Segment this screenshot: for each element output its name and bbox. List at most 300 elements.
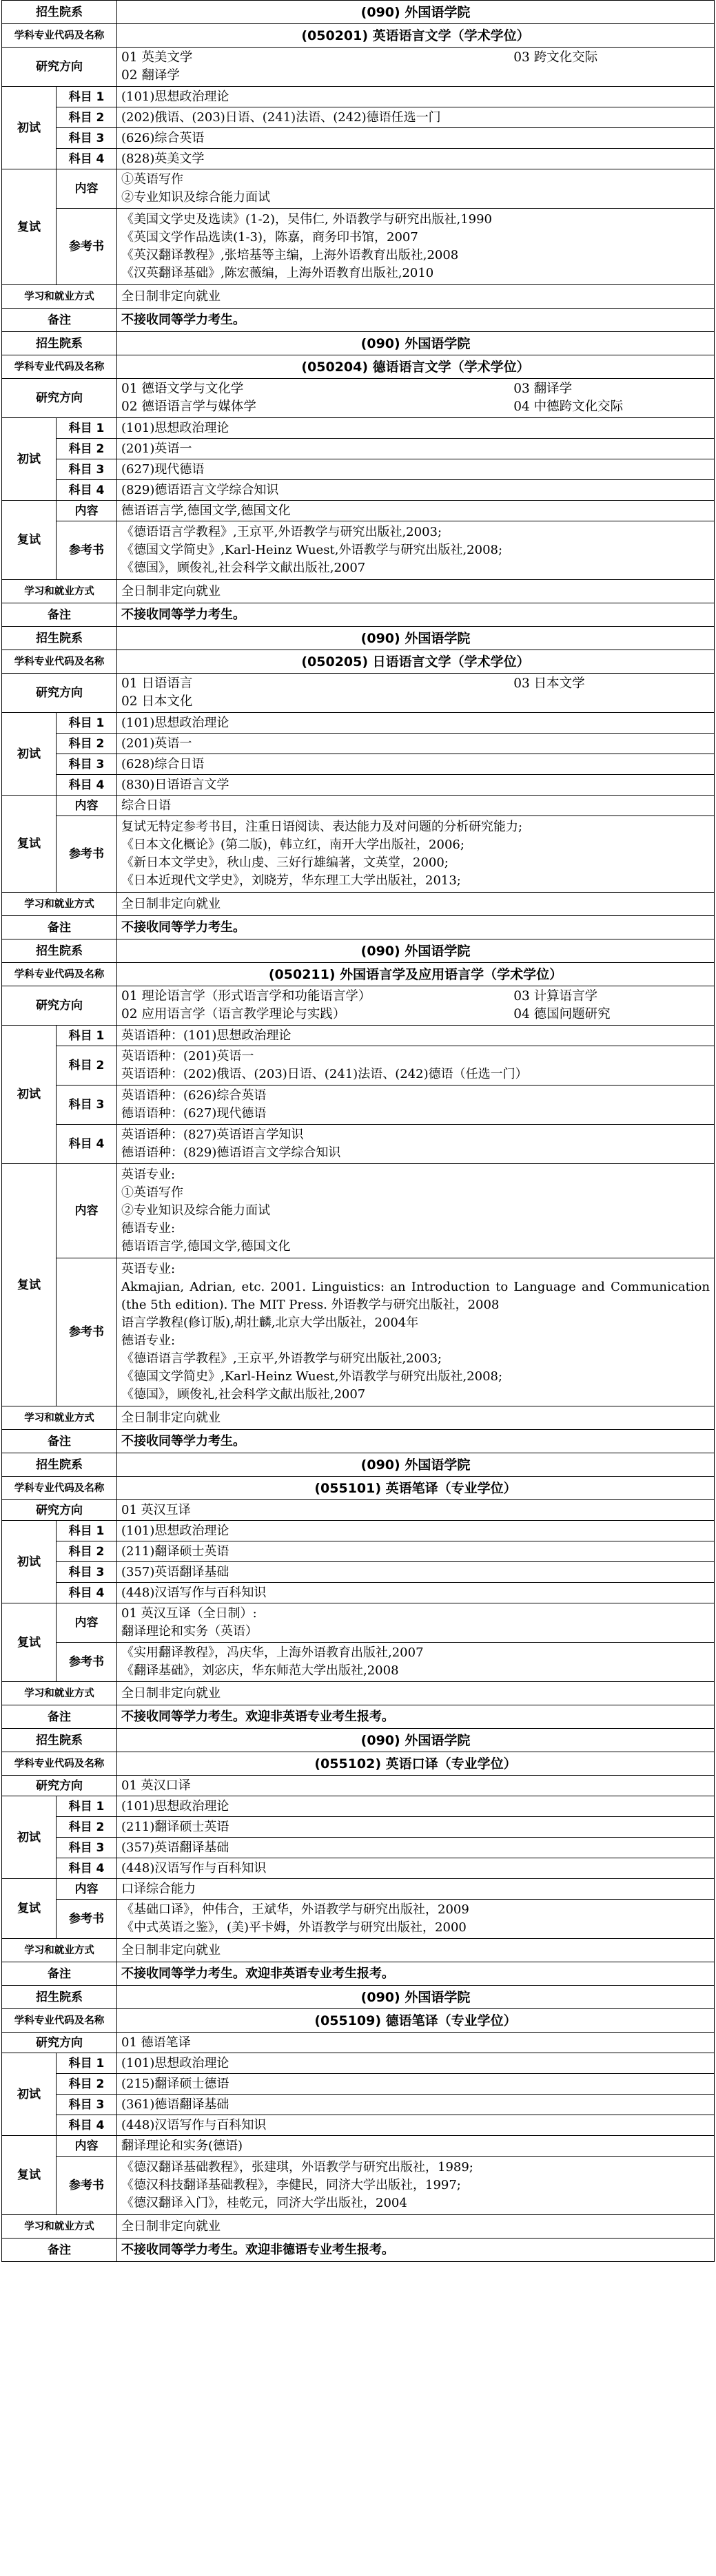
reference-line: 《新日本文学史》，秋山虔、三好行雄编著，文英堂，2000; (121, 855, 449, 870)
school-row (2, 1986, 715, 2009)
school-row (2, 1453, 715, 1477)
study-mode-label: 学习和就业方式 (2, 580, 117, 603)
direction-item: 01 德语文学与文化学 (121, 382, 244, 396)
subject-row (2, 734, 715, 754)
content-line: 德语语言学,德国文学,德国文化 (121, 503, 291, 518)
direction-item: 02 应用语言学（语言教学理论与实践） (121, 1007, 346, 1021)
direction-item: 04 中德跨文化交际 (513, 399, 624, 414)
retest-references-row (2, 1258, 715, 1406)
subject2-label: 科目 2 (57, 1046, 117, 1086)
subject-line: 德语语种：(627)现代德语 (121, 1106, 267, 1121)
direction-list (117, 48, 715, 87)
school-row (2, 1, 715, 24)
retest-content-row (2, 1603, 715, 1643)
study-mode-value: 全日制非定向就业 (117, 1406, 715, 1430)
direction-item: 03 计算语言学 (513, 989, 598, 1004)
subject4-label: 科目 4 (57, 775, 117, 796)
reference-line: 《实用翻译教程》，冯庆华，上海外语教育出版社,2007 (121, 1645, 424, 1660)
subject4-label: 科目 4 (57, 1125, 117, 1164)
subject1-value: (101)思想政治理论 (117, 713, 715, 734)
reference-line: 《德汉翻译入门》，桂乾元，同济大学出版社，2004 (121, 2196, 407, 2210)
subject2-label: 科目 2 (57, 734, 117, 754)
content-label: 内容 (57, 1603, 117, 1643)
content-label: 内容 (57, 1879, 117, 1900)
school-label: 招生院系 (2, 1729, 117, 1752)
initial-exam-label: 初试 (2, 2053, 57, 2136)
reference-line: 《汉英翻译基础》,陈宏薇编，上海外语教育出版社,2010 (121, 266, 434, 280)
subject2-label: 科目 2 (57, 2074, 117, 2095)
direction-list (117, 674, 715, 713)
reference-line: 德语专业: (121, 1333, 176, 1348)
major-title: (055102) 英语口译（专业学位） (117, 1752, 715, 1776)
subject1-label: 科目 1 (57, 1796, 117, 1817)
major-title: (050205) 日语语言文学（学术学位） (117, 650, 715, 674)
direction-row (2, 1500, 715, 1521)
reference-line: 《德国》，顾俊礼,社会科学文献出版社,2007 (121, 561, 366, 575)
remarks-value: 不接收同等学力考生。 (117, 1430, 715, 1453)
remarks-label: 备注 (2, 309, 117, 332)
subject4-value: (448)汉语写作与百科知识 (117, 2115, 715, 2136)
study-mode-value: 全日制非定向就业 (117, 893, 715, 916)
major-title: (050204) 德语语言文学（学术学位） (117, 355, 715, 379)
retest-content-row (2, 1879, 715, 1900)
school-label: 招生院系 (2, 1986, 117, 2009)
subject3-value: (361)德语翻译基础 (117, 2095, 715, 2115)
subject4-label: 科目 4 (57, 1583, 117, 1603)
remarks-value: 不接收同等学力考生。欢迎非英语专业考生报考。 (117, 1705, 715, 1729)
study-mode-row (2, 1682, 715, 1705)
subject-row (2, 1046, 715, 1086)
direction-item: 03 日本文学 (513, 676, 585, 691)
content-value (117, 2136, 715, 2157)
references-value (117, 816, 715, 893)
school-label: 招生院系 (2, 1453, 117, 1477)
direction-label: 研究方向 (2, 986, 117, 1026)
reference-line: 《德语语言学教程》,王京平,外语教学与研究出版社,2003; (121, 1351, 442, 1366)
retest-references-row (2, 209, 715, 285)
study-mode-value: 全日制非定向就业 (117, 2215, 715, 2239)
subject4-value (117, 1125, 715, 1164)
retest-content-row (2, 2136, 715, 2157)
references-value (117, 209, 715, 285)
major-label: 学科专业代码及名称 (2, 2009, 117, 2033)
subject-row (2, 2095, 715, 2115)
reference-line: 《德语语言学教程》,王京平,外语教学与研究出版社,2003; (121, 525, 442, 539)
subject-row (2, 128, 715, 149)
subject-row (2, 1817, 715, 1838)
reference-line: 《德汉科技翻译基础教程》，李健民，同济大学出版社，1997; (121, 2178, 461, 2192)
subject4-label: 科目 4 (57, 1858, 117, 1879)
content-label: 内容 (57, 796, 117, 816)
major-row (2, 1477, 715, 1500)
retest-label: 复试 (2, 501, 57, 580)
references-label: 参考书 (57, 1900, 117, 1939)
reference-line: Akmajian, Adrian, etc. 2001. Linguistics: an Introduction to Language and Communication (the 5th edition). The MIT Press. 外语教学与研究出版社，2008 (121, 1280, 710, 1312)
initial-exam-label: 初试 (2, 418, 57, 501)
reference-line: 《德汉翻译基础教程》，张建琪，外语教学与研究出版社，1989; (121, 2160, 473, 2174)
references-value (117, 1258, 715, 1406)
school-label: 招生院系 (2, 939, 117, 963)
retest-label: 复试 (2, 1164, 57, 1406)
study-mode-label: 学习和就业方式 (2, 893, 117, 916)
major-label: 学科专业代码及名称 (2, 963, 117, 986)
subject3-label: 科目 3 (57, 1838, 117, 1858)
major-label: 学科专业代码及名称 (2, 1752, 117, 1776)
school-value: (090) 外国语学院 (117, 939, 715, 963)
subject-line: 德语语种：(829)德语语言文学综合知识 (121, 1145, 341, 1160)
subject-row (2, 1125, 715, 1164)
reference-line: 英语专业: (121, 1262, 176, 1276)
content-value (117, 501, 715, 521)
remarks-row (2, 1962, 715, 1986)
initial-exam-label: 初试 (2, 713, 57, 796)
retest-label: 复试 (2, 169, 57, 285)
direction-item: 01 英汉口译 (117, 1776, 715, 1796)
subject2-value: (201)英语一 (117, 734, 715, 754)
subject1-value: (101)思想政治理论 (117, 1521, 715, 1541)
subject-row (2, 1838, 715, 1858)
subject-row (2, 149, 715, 169)
study-mode-label: 学习和就业方式 (2, 1939, 117, 1962)
reference-line: 《日本近现代文学史》，刘晓芳，华东理工大学出版社，2013; (121, 873, 461, 888)
study-mode-row (2, 893, 715, 916)
study-mode-row (2, 580, 715, 603)
retest-label: 复试 (2, 1879, 57, 1939)
direction-label: 研究方向 (2, 1776, 117, 1796)
reference-line: 《基础口译》，仲伟合，王斌华，外语教学与研究出版社，2009 (121, 1902, 469, 1917)
subject-row (2, 1541, 715, 1562)
remarks-row (2, 603, 715, 627)
reference-line: 《日本文化概论》(第二版)，韩立红，南开大学出版社，2006; (121, 838, 464, 852)
major-row (2, 24, 715, 48)
retest-content-row (2, 1164, 715, 1258)
retest-references-row (2, 2157, 715, 2215)
subject1-label: 科目 1 (57, 2053, 117, 2074)
content-line: ②专业知识及综合能力面试 (121, 1203, 270, 1218)
subject3-label: 科目 3 (57, 128, 117, 149)
references-label: 参考书 (57, 2157, 117, 2215)
major-row (2, 2009, 715, 2033)
school-value: (090) 外国语学院 (117, 1729, 715, 1752)
subject-line: 英语语种：(626)综合英语 (121, 1088, 267, 1103)
subject3-value: (627)现代德语 (117, 459, 715, 480)
initial-exam-label: 初试 (2, 1026, 57, 1164)
direction-label: 研究方向 (2, 674, 117, 713)
reference-line: 《中式英语之鉴》，(美)平卡姆，外语教学与研究出版社，2000 (121, 1920, 467, 1935)
subject4-value: (830)日语语言文学 (117, 775, 715, 796)
initial-exam-label: 初试 (2, 87, 57, 169)
subject3-label: 科目 3 (57, 459, 117, 480)
direction-label: 研究方向 (2, 379, 117, 418)
references-label: 参考书 (57, 521, 117, 580)
subject-row (2, 107, 715, 128)
subject1-label: 科目 1 (57, 418, 117, 439)
subject4-label: 科目 4 (57, 149, 117, 169)
references-label: 参考书 (57, 816, 117, 893)
subject-row (2, 1521, 715, 1541)
school-label: 招生院系 (2, 332, 117, 355)
subject2-value (117, 1046, 715, 1086)
retest-references-row (2, 1643, 715, 1682)
school-value: (090) 外国语学院 (117, 1986, 715, 2009)
admission-table (1, 0, 715, 2262)
initial-exam-label: 初试 (2, 1521, 57, 1603)
content-value (117, 1879, 715, 1900)
subject1-value: (101)思想政治理论 (117, 87, 715, 107)
subject3-label: 科目 3 (57, 1562, 117, 1583)
direction-item: 02 日本文化 (121, 694, 193, 709)
major-label: 学科专业代码及名称 (2, 24, 117, 48)
retest-references-row (2, 1900, 715, 1939)
content-value (117, 796, 715, 816)
retest-references-row (2, 521, 715, 580)
content-value (117, 1603, 715, 1643)
direction-item: 03 翻译学 (513, 382, 573, 396)
retest-content-row (2, 796, 715, 816)
subject3-value: (628)综合日语 (117, 754, 715, 775)
subject4-value: (448)汉语写作与百科知识 (117, 1858, 715, 1879)
major-row (2, 963, 715, 986)
references-value (117, 1900, 715, 1939)
content-line: 口译综合能力 (121, 1881, 196, 1896)
major-label: 学科专业代码及名称 (2, 650, 117, 674)
content-line: ①英语写作 (121, 172, 183, 187)
reference-line: 《英汉翻译教程》,张培基等主编，上海外语教育出版社,2008 (121, 248, 459, 262)
study-mode-label: 学习和就业方式 (2, 1406, 117, 1430)
subject3-label: 科目 3 (57, 754, 117, 775)
remarks-row (2, 1430, 715, 1453)
subject-row (2, 1583, 715, 1603)
remarks-value: 不接收同等学力考生。欢迎非德语专业考生报考。 (117, 2239, 715, 2262)
subject3-value: (626)综合英语 (117, 128, 715, 149)
content-line: 01 英汉互译（全日制）: (121, 1606, 257, 1621)
study-mode-label: 学习和就业方式 (2, 2215, 117, 2239)
subject4-label: 科目 4 (57, 2115, 117, 2136)
references-value (117, 521, 715, 580)
school-value: (090) 外国语学院 (117, 627, 715, 650)
remarks-value: 不接收同等学力考生。 (117, 603, 715, 627)
initial-exam-label: 初试 (2, 1796, 57, 1879)
subject3-value: (357)英语翻译基础 (117, 1562, 715, 1583)
subject-line: 英语语种：(201)英语一 (121, 1049, 254, 1063)
remarks-label: 备注 (2, 2239, 117, 2262)
direction-label: 研究方向 (2, 2033, 117, 2053)
reference-line: 《德国文学简史》,Karl-Heinz Wuest,外语教学与研究出版社,2008; (121, 543, 503, 557)
remarks-value: 不接收同等学力考生。 (117, 309, 715, 332)
study-mode-label: 学习和就业方式 (2, 285, 117, 309)
direction-row (2, 674, 715, 713)
subject3-label: 科目 3 (57, 1086, 117, 1125)
references-label: 参考书 (57, 209, 117, 285)
subject-row (2, 1858, 715, 1879)
retest-references-row (2, 816, 715, 893)
subject-row (2, 2115, 715, 2136)
direction-label: 研究方向 (2, 1500, 117, 1521)
direction-row (2, 1776, 715, 1796)
subject-row (2, 754, 715, 775)
direction-item: 02 翻译学 (121, 68, 180, 83)
direction-item: 04 德国问题研究 (513, 1007, 611, 1021)
content-line: 英语专业: (121, 1167, 176, 1182)
reference-line: 《德国文学简史》,Karl-Heinz Wuest,外语教学与研究出版社,2008; (121, 1369, 503, 1384)
reference-line: 《美国文学史及选读》(1-2)，吴伟仁, 外语教学与研究出版社,1990 (121, 212, 493, 227)
retest-label: 复试 (2, 2136, 57, 2215)
content-line: 翻译理论和实务(德语) (121, 2138, 243, 2153)
subject2-value: (201)英语一 (117, 439, 715, 459)
direction-item: 01 英汉互译 (117, 1500, 715, 1521)
direction-item: 01 英美文学 (121, 50, 193, 65)
study-mode-value: 全日制非定向就业 (117, 285, 715, 309)
subject-row (2, 713, 715, 734)
major-row (2, 650, 715, 674)
remarks-value: 不接收同等学力考生。 (117, 916, 715, 939)
direction-list (117, 379, 715, 418)
direction-item: 03 跨文化交际 (513, 50, 598, 65)
subject1-value (117, 1026, 715, 1046)
study-mode-value: 全日制非定向就业 (117, 1939, 715, 1962)
subject1-label: 科目 1 (57, 87, 117, 107)
direction-label: 研究方向 (2, 48, 117, 87)
study-mode-row (2, 285, 715, 309)
school-row (2, 627, 715, 650)
major-label: 学科专业代码及名称 (2, 1477, 117, 1500)
subject4-label: 科目 4 (57, 480, 117, 501)
subject2-label: 科目 2 (57, 1541, 117, 1562)
subject4-value: (829)德语语言文学综合知识 (117, 480, 715, 501)
school-label: 招生院系 (2, 627, 117, 650)
subject-row (2, 87, 715, 107)
subject1-value: (101)思想政治理论 (117, 1796, 715, 1817)
subject3-value (117, 1086, 715, 1125)
remarks-value: 不接收同等学力考生。欢迎非英语专业考生报考。 (117, 1962, 715, 1986)
study-mode-row (2, 2215, 715, 2239)
retest-content-row (2, 501, 715, 521)
direction-item: 01 理论语言学（形式语言学和功能语言学） (121, 989, 371, 1004)
subject1-value: (101)思想政治理论 (117, 418, 715, 439)
subject2-label: 科目 2 (57, 1817, 117, 1838)
direction-row (2, 2033, 715, 2053)
subject-line: 英语语种：(202)俄语、(203)日语、(241)法语、(242)德语（任选一门） (121, 1067, 528, 1081)
subject2-label: 科目 2 (57, 439, 117, 459)
school-row (2, 332, 715, 355)
major-row (2, 1752, 715, 1776)
reference-line: 《德国》，顾俊礼,社会科学文献出版社,2007 (121, 1387, 366, 1402)
subject-line: 英语语种：(101)思想政治理论 (121, 1028, 291, 1043)
content-label: 内容 (57, 2136, 117, 2157)
subject-row (2, 1562, 715, 1583)
direction-row (2, 48, 715, 87)
subject-row (2, 480, 715, 501)
content-value (117, 1164, 715, 1258)
content-label: 内容 (57, 169, 117, 209)
study-mode-row (2, 1406, 715, 1430)
major-title: (050201) 英语语言文学（学术学位） (117, 24, 715, 48)
remarks-row (2, 1705, 715, 1729)
subject2-value: (215)翻译硕士德语 (117, 2074, 715, 2095)
references-value (117, 2157, 715, 2215)
school-row (2, 1729, 715, 1752)
references-label: 参考书 (57, 1258, 117, 1406)
content-line: ①英语写作 (121, 1185, 183, 1200)
direction-item: 01 日语语言 (121, 676, 193, 691)
major-title: (055109) 德语笔译（专业学位） (117, 2009, 715, 2033)
content-line: 翻译理论和实务（英语） (121, 1624, 258, 1639)
remarks-label: 备注 (2, 916, 117, 939)
subject4-value: (828)英美文学 (117, 149, 715, 169)
direction-item: 01 德语笔译 (117, 2033, 715, 2053)
subject-line: 英语语种：(827)英语语言学知识 (121, 1128, 304, 1142)
subject-row (2, 2074, 715, 2095)
subject2-value: (211)翻译硕士英语 (117, 1817, 715, 1838)
subject-row (2, 1026, 715, 1046)
subject3-value: (357)英语翻译基础 (117, 1838, 715, 1858)
content-line: 综合日语 (121, 798, 171, 813)
direction-row (2, 986, 715, 1026)
retest-label: 复试 (2, 1603, 57, 1682)
subject-row (2, 1796, 715, 1817)
study-mode-value: 全日制非定向就业 (117, 1682, 715, 1705)
school-value: (090) 外国语学院 (117, 1453, 715, 1477)
subject-row (2, 1086, 715, 1125)
remarks-label: 备注 (2, 1705, 117, 1729)
subject2-label: 科目 2 (57, 107, 117, 128)
major-row (2, 355, 715, 379)
remarks-label: 备注 (2, 1430, 117, 1453)
major-title: (050211) 外国语言学及应用语言学（学术学位） (117, 963, 715, 986)
study-mode-row (2, 1939, 715, 1962)
remarks-row (2, 916, 715, 939)
study-mode-label: 学习和就业方式 (2, 1682, 117, 1705)
school-value: (090) 外国语学院 (117, 332, 715, 355)
remarks-label: 备注 (2, 1962, 117, 1986)
major-title: (055101) 英语笔译（专业学位） (117, 1477, 715, 1500)
content-value (117, 169, 715, 209)
remarks-row (2, 309, 715, 332)
direction-item: 02 德语语言学与媒体学 (121, 399, 256, 414)
subject-row (2, 2053, 715, 2074)
content-label: 内容 (57, 1164, 117, 1258)
retest-content-row (2, 169, 715, 209)
remarks-row (2, 2239, 715, 2262)
direction-row (2, 379, 715, 418)
references-label: 参考书 (57, 1643, 117, 1682)
reference-line: 《英国文学作品选读(1-3)，陈嘉，商务印书馆，2007 (121, 230, 418, 245)
subject1-label: 科目 1 (57, 1026, 117, 1046)
content-line: 德语语言学,德国文学,德国文化 (121, 1239, 291, 1254)
remarks-label: 备注 (2, 603, 117, 627)
retest-label: 复试 (2, 796, 57, 893)
study-mode-value: 全日制非定向就业 (117, 580, 715, 603)
subject2-value: (211)翻译硕士英语 (117, 1541, 715, 1562)
content-label: 内容 (57, 501, 117, 521)
direction-list (117, 986, 715, 1026)
subject-row (2, 459, 715, 480)
references-value (117, 1643, 715, 1682)
major-label: 学科专业代码及名称 (2, 355, 117, 379)
subject-row (2, 439, 715, 459)
subject1-label: 科目 1 (57, 1521, 117, 1541)
subject2-value: (202)俄语、(203)日语、(241)法语、(242)德语任选一门 (117, 107, 715, 128)
school-value: (090) 外国语学院 (117, 1, 715, 24)
content-line: ②专业知识及综合能力面试 (121, 190, 270, 205)
reference-line: 语言学教程(修订版),胡壮麟,北京大学出版社，2004年 (121, 1316, 419, 1330)
subject3-label: 科目 3 (57, 2095, 117, 2115)
school-row (2, 939, 715, 963)
subject-row (2, 775, 715, 796)
subject1-label: 科目 1 (57, 713, 117, 734)
school-label: 招生院系 (2, 1, 117, 24)
subject-row (2, 418, 715, 439)
